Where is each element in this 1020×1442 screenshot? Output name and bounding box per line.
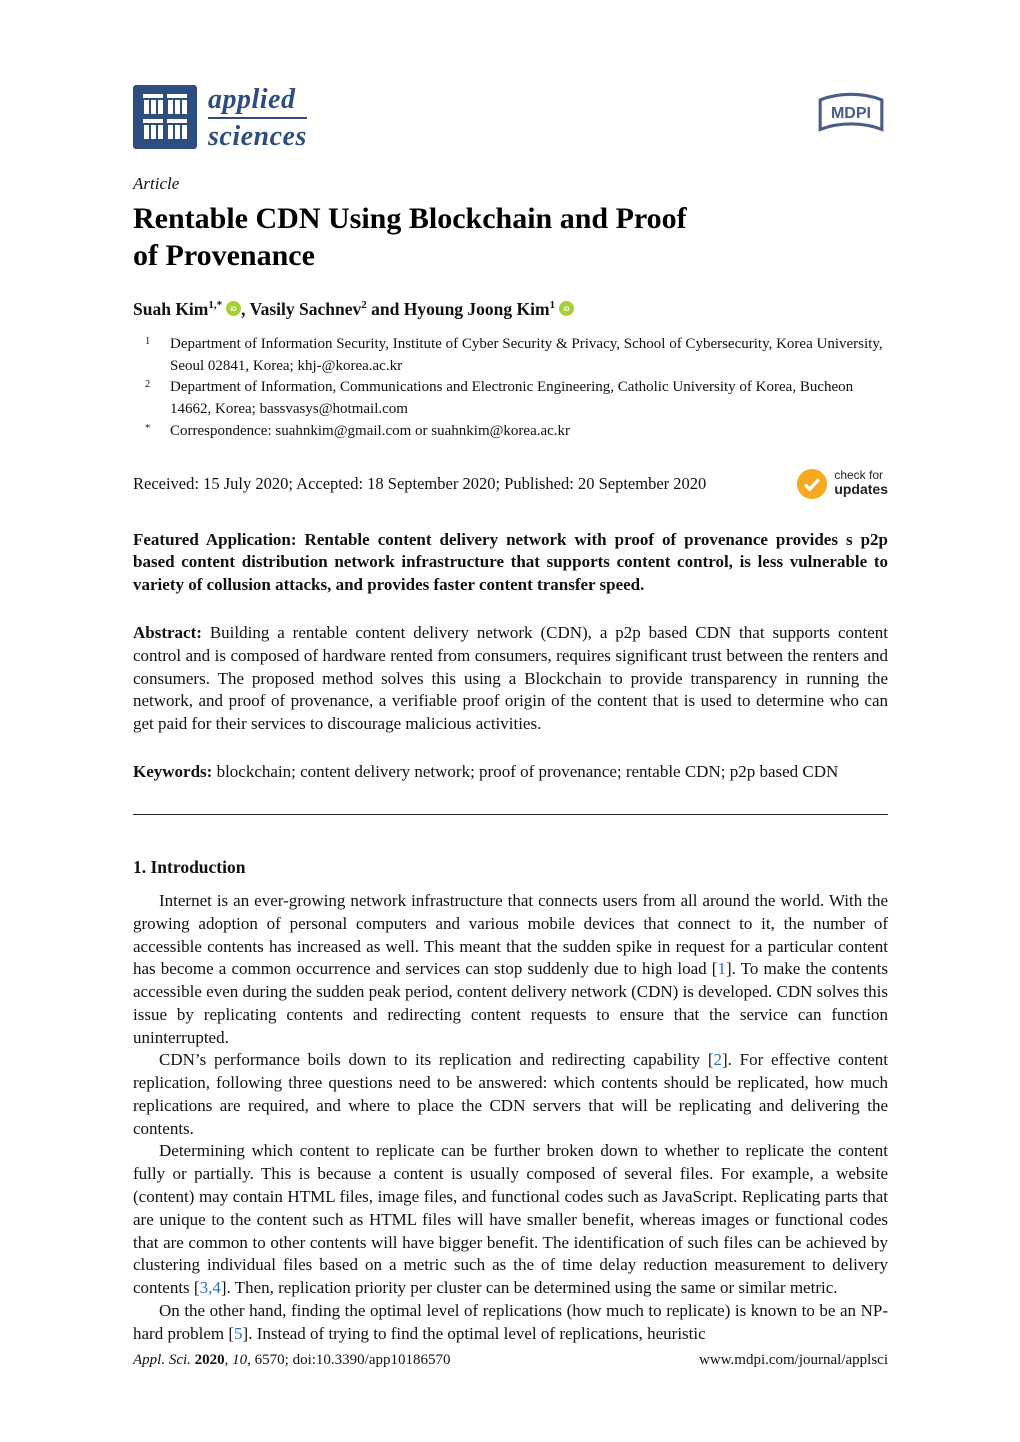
footer-journal-url[interactable]: www.mdpi.com/journal/applsci <box>699 1352 888 1368</box>
abstract <box>133 622 888 735</box>
abstract-label: Abstract: <box>133 623 202 643</box>
author-name-1: Suah Kim <box>133 298 209 319</box>
email-link[interactable]: suahnkim@korea.ac.kr <box>431 422 571 439</box>
text-segment: ]. Then, replication priority per cluster can be determined using the same or similar metric. <box>220 1278 838 1298</box>
check-circle-icon <box>797 469 827 499</box>
intro-paragraph-2 <box>133 1049 888 1140</box>
author-affiliation-sup-3: 1 <box>549 298 556 311</box>
affiliation-marker-text: 2 <box>145 379 151 391</box>
email-link[interactable]: khj-@korea.ac.kr <box>297 357 403 374</box>
svg-text:iD: iD <box>563 305 570 313</box>
title-line-2: of Provenance <box>133 239 315 273</box>
text-segment: On the other hand, finding the optimal level of replications (how much to replicate) is known to be an NP-hard problem [ <box>133 1300 888 1343</box>
received-accepted-published: Received: 15 July 2020; Accepted: 18 September 2020; Published: 20 September 2020 <box>133 473 707 493</box>
text-segment: ]. For effective content replication, following three questions need to be answered: which contents should be replicated, how much replications are required, and where to place the CDN servers that will be replicating and delivering the contents. <box>133 1050 888 1138</box>
orcid-icon[interactable] <box>226 301 241 316</box>
citation-link-ref2[interactable]: 2 <box>713 1050 722 1070</box>
title-line-1: Rentable CDN Using Blockchain and Proof <box>133 201 687 235</box>
check-badge-text <box>834 469 888 498</box>
author-name-2: Vasily Sachnev <box>249 298 362 319</box>
keywords-label: Keywords: <box>133 762 213 782</box>
check-badge-line2: updates <box>834 481 888 498</box>
text-segment: Determining which content to replicate can be further broken down to whether to replicate the content fully or partially. This is because a content is usually composed of several files. For example, a website (content) may contain HTML files, image files, and functional codes such as JavaScript. Replicating parts that are unique to the content such as HTML files will have smaller benefit, whereas images or functional codes that are common to other contents will have bigger benefit. The identification of such files can be achieved by clustering individual files based on a metric such as the of time delay reduction measurement to delivery contents [ <box>133 1141 888 1298</box>
journal-name-line2: sciences <box>208 121 307 153</box>
text-segment: or <box>411 422 432 439</box>
text-segment: Building a rentable content delivery network (CDN), a p2p based CDN that supports content control and is composed of hardware rented from consumers, requires significant trust between the renters and consumers. The proposed method solves this using a Blockchain to provide transparency in running the network, and proof of provenance, a verifiable proof origin of the content that is used to determine who can get paid for their services to discourage malicious activities. <box>133 623 888 733</box>
affiliation-marker-text: 1 <box>145 335 151 347</box>
affiliation-text <box>170 334 888 378</box>
text-segment: , <box>224 1352 233 1368</box>
check-for-updates-badge[interactable] <box>797 469 888 499</box>
text-segment: Internet is an ever-growing network infrastructure that connects users from all around the world. With the growing adoption of personal computers and various mobile devices that connect to it, the number of accessible contents has increased as well. This meant that the sudden spike in request for a particular content has become a common occurrence and services can stop suddenly due to high load [ <box>133 891 888 979</box>
intro-paragraph-1 <box>133 890 888 1049</box>
journal-wordmark <box>208 85 307 152</box>
intro-paragraph-3 <box>133 1140 888 1299</box>
svg-text:iD: iD <box>230 305 237 313</box>
masthead <box>133 85 888 152</box>
orcid-icon[interactable] <box>559 301 574 316</box>
affiliation-1 <box>133 334 888 378</box>
author-affiliation-sup-1: 1,* <box>208 298 223 311</box>
citation-link-ref1[interactable]: 1 <box>717 959 726 979</box>
author-affiliation-sup-2: 2 <box>361 298 367 311</box>
article-type-label: Article <box>133 173 180 193</box>
affiliation-marker <box>133 334 170 378</box>
text-segment: Correspondence: <box>170 422 276 439</box>
footer-citation <box>133 1352 450 1369</box>
mdpi-logo[interactable] <box>814 91 888 147</box>
journal-name-line1: applied <box>208 84 296 115</box>
featured-application-label: Featured Application: <box>133 529 297 549</box>
text-segment: Department of Information, Communications and Electronic Engineering, Catholic University of Korea, Bucheon 14662, Korea; <box>170 379 854 418</box>
authors-line <box>133 299 888 320</box>
keywords <box>133 761 888 784</box>
section-divider <box>133 814 888 815</box>
affiliation-2 <box>133 377 888 421</box>
footer-year: 2020 <box>194 1352 225 1368</box>
check-badge-line1: check for <box>834 468 883 483</box>
footer-volume: 10 <box>232 1352 248 1368</box>
affiliation-text <box>170 421 888 445</box>
footer-doi: , 6570; doi:10.3390/app10186570 <box>247 1352 451 1368</box>
citation-link-ref3-4[interactable]: 3,4 <box>199 1278 221 1298</box>
text-segment: Rentable content delivery network with proof of provenance provides s p2p based content distribution network infrastructure that supports content control, is less vulnerable to variety of collusion attacks, and provides faster content transfer speed. <box>133 529 888 594</box>
applied-sciences-logo <box>133 85 307 152</box>
featured-application <box>133 529 888 597</box>
email-link[interactable]: bassvasys@hotmail.com <box>259 401 408 418</box>
citation-link-ref5[interactable]: 5 <box>234 1323 243 1343</box>
affiliation-correspondence <box>133 421 888 445</box>
applied-sciences-emblem-icon <box>133 85 197 149</box>
text-segment: Department of Information Security, Institute of Cyber Security & Privacy, School of Cybersecurity, Korea University, Seoul 02841, Korea; <box>170 335 883 374</box>
mdpi-logo-text: MDPI <box>830 103 872 122</box>
affiliation-marker <box>133 377 170 421</box>
text-segment: blockchain; content delivery network; proof of provenance; rentable CDN; p2p based CDN <box>212 762 839 782</box>
page-footer <box>133 1352 888 1369</box>
affiliation-marker <box>133 421 170 445</box>
author-separator: and <box>366 298 404 319</box>
affiliations <box>133 334 888 445</box>
author-name-3: Hyoung Joong Kim <box>403 298 550 319</box>
paper-title <box>133 200 888 275</box>
text-segment: ]. To make the contents accessible even during the sudden peak period, content delivery network (CDN) is developed. CDN solves this issue by replicating contents and redirecting content requests to ensure that the service can function uninterrupted. <box>133 959 889 1047</box>
affiliation-marker-text: * <box>145 422 151 434</box>
dates-row <box>133 469 888 499</box>
section-heading-introduction: 1. Introduction <box>133 857 246 878</box>
email-link[interactable]: suahnkim@gmail.com <box>275 422 412 439</box>
text-segment: ]. Instead of trying to find the optimal level of replications, heuristic <box>242 1323 706 1343</box>
intro-paragraph-4 <box>133 1300 888 1346</box>
author-separator: , <box>241 298 250 319</box>
footer-journal-abbrev: Appl. Sci. <box>133 1352 195 1368</box>
affiliation-text <box>170 377 888 421</box>
text-segment: CDN’s performance boils down to its replication and redirecting capability [ <box>159 1050 714 1070</box>
wordmark-divider <box>208 117 307 119</box>
